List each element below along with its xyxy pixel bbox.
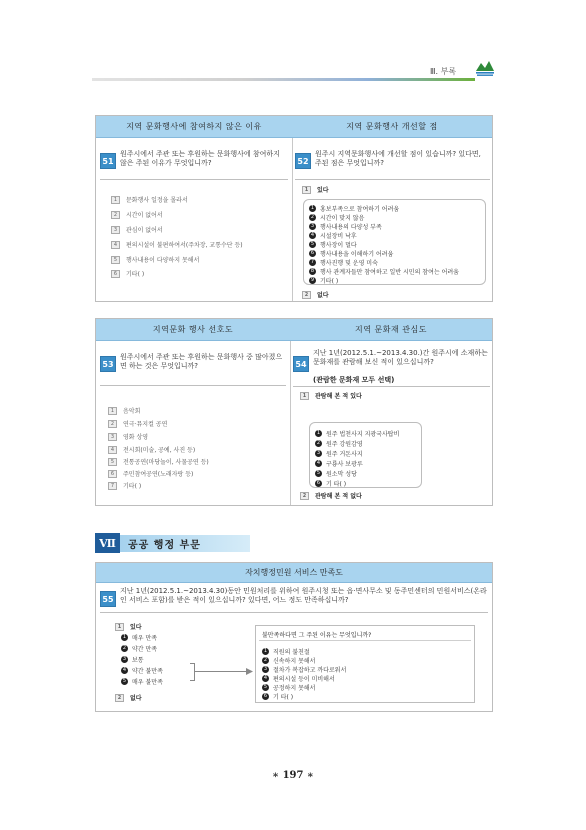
q51-option-4[interactable]: 4 편의시설이 불편하여서(주차장, 교통수단 등) <box>111 240 243 249</box>
q52-sub-option-1[interactable]: 1 홍보부족으로 참여하기 어려움 <box>310 205 400 213</box>
arrow-line <box>194 671 248 672</box>
q53-option-3[interactable]: 3 영화 상영 <box>108 432 148 441</box>
q52-sub-option-3[interactable]: 3 행사내용의 다양성 부족 <box>310 223 382 231</box>
q53-divider <box>100 385 286 386</box>
bracket-bottom <box>190 680 194 681</box>
q51-divider <box>100 179 288 180</box>
q55-followup-title: 불만족하다면 그 주된 이유는 무엇입니까? <box>262 632 372 639</box>
q52-sub-option-5[interactable]: 5 행사장이 멀다 <box>310 241 357 249</box>
q55-number: 55 <box>100 591 116 607</box>
q53-column-title: 지역문화 행사 선호도 <box>96 319 290 341</box>
q55-followup-option-1[interactable]: 1 직원의 불친절 <box>263 648 310 656</box>
q53-option-7[interactable]: 7 기타( ) <box>108 481 141 490</box>
q53-option-6[interactable]: 6 주민참여공연(노래자랑 등) <box>108 469 193 478</box>
q55-sat-option-2[interactable]: 2 약간 만족 <box>122 645 158 653</box>
q52-sub-options-box <box>303 199 486 285</box>
q53-option-5[interactable]: 5 전통공연(마당놀이, 사물공연 등) <box>108 457 209 466</box>
q52-sub-option-7[interactable]: 7 행사진행 및 운영 미숙 <box>310 259 378 267</box>
q55-sat-option-5[interactable]: 5 매우 불만족 <box>122 678 163 686</box>
q51-q52-frame <box>95 115 493 302</box>
q55-followup-option-5[interactable]: 5 공정하지 못해서 <box>263 684 316 692</box>
q54-note: (관람한 문화재 모두 선택) <box>313 376 395 384</box>
q52-sub-option-6[interactable]: 6 행사내용을 이해하기 어려움 <box>310 250 394 258</box>
q51-question: 원주시에서 주관 또는 후원하는 문화행사에 참여하지 않은 주된 이유가 무엇입니까? <box>120 150 280 167</box>
q51-option-3[interactable]: 3 관심이 없어서 <box>111 225 163 234</box>
header-rule <box>92 78 475 81</box>
mountain-logo-icon <box>475 58 495 78</box>
q55-sat-option-4[interactable]: 4 약간 불만족 <box>122 667 163 675</box>
q55-sat-option-3[interactable]: 3 보통 <box>122 656 144 664</box>
q51-column-title: 지역 문화행사에 참여하지 않은 이유 <box>96 116 292 138</box>
q53-number: 53 <box>100 356 116 372</box>
bracket-top <box>190 663 194 664</box>
q55-option-no[interactable]: 2 없다 <box>115 693 142 702</box>
q54-option-no[interactable]: 2 관람해 본 적 없다 <box>300 491 362 500</box>
q51-option-5[interactable]: 5 행사내용이 다양하지 못해서 <box>111 255 199 264</box>
q51-option-6[interactable]: 6 기타( ) <box>111 269 144 278</box>
q54-divider <box>293 386 490 387</box>
bracket-line <box>194 663 195 681</box>
q55-followup-option-3[interactable]: 3 절차가 복잡하고 까다로워서 <box>263 666 347 674</box>
q54-sub-options-box <box>309 422 422 488</box>
q55-sat-option-1[interactable]: 1 매우 만족 <box>122 634 158 642</box>
q52-sub-option-9[interactable]: 9 기타( ) <box>310 277 339 285</box>
q52-question: 원주시 지역문화행사에 개선할 점이 있습니까? 있다면, 주된 점은 무엇입니까? <box>315 150 481 167</box>
q52-option-yes[interactable]: 1 있다 <box>302 185 329 194</box>
q54-sub-option-1[interactable]: 1 원주 법천사지 지광국사탑비 <box>316 430 400 438</box>
q55-box-title: 자치행정민원 서비스 만족도 <box>96 563 492 583</box>
arrow-right-icon <box>246 668 253 675</box>
page-number: ∗ 197 ∗ <box>272 770 314 781</box>
q51-number: 51 <box>100 153 116 169</box>
q55-followup-option-6[interactable]: 6 기 타( ) <box>263 693 294 701</box>
q55-followup-divider <box>259 640 471 641</box>
column-divider <box>290 341 291 505</box>
q55-followup-box <box>255 625 475 703</box>
q53-option-4[interactable]: 4 전시회(미술, 공예, 사진 등) <box>108 445 195 454</box>
q54-sub-option-4[interactable]: 4 구룡사 보광루 <box>316 460 363 468</box>
section-title: 공공 행정 부문 <box>120 535 250 552</box>
q55-option-yes[interactable]: 1 있다 <box>115 622 142 631</box>
q54-sub-option-2[interactable]: 2 원주 강원감영 <box>316 440 363 448</box>
q54-option-yes[interactable]: 1 관람해 본 적 있다 <box>300 391 362 400</box>
q54-sub-option-6[interactable]: 6 기 타( ) <box>316 480 347 488</box>
chapter-label: Ⅲ. 부록 <box>430 67 457 76</box>
q54-sub-option-3[interactable]: 3 원주 거돈사지 <box>316 450 363 458</box>
q52-sub-option-8[interactable]: 8 행사 관계자들만 참여하고 일반 시민의 참여는 어려움 <box>310 268 459 276</box>
q55-question: 지난 1년(2012.5.1.~2013.4.30)동안 민원처리를 위하여 원주시청 또는 읍·면사무소 및 동주민센터의 민원서비스(온라인 서비스 포함)를 받은 적이 있으십니까? 있다면, 어느 정도 만족하십니까? <box>120 587 487 604</box>
q53-option-2[interactable]: 2 연극·뮤지컬 공연 <box>108 419 167 428</box>
q52-divider <box>295 179 490 180</box>
q55-frame <box>95 562 493 712</box>
q55-divider <box>100 612 488 613</box>
q52-column-title: 지역 문화행사 개선할 점 <box>292 116 492 138</box>
q54-question: 지난 1년(2012.5.1.~2013.4.30.)간 원주시에 소재하는 문화재를 관람해 보신 적이 있으십니까? <box>313 349 488 366</box>
q53-option-1[interactable]: 1 음악회 <box>108 406 140 415</box>
q52-number: 52 <box>295 153 311 169</box>
q54-column-title: 지역 문화재 관심도 <box>290 319 492 341</box>
q55-followup-option-4[interactable]: 4 편의시설 등이 미비해서 <box>263 675 335 683</box>
q53-q54-frame <box>95 318 493 506</box>
q53-question: 원주시에서 주관 또는 후원하는 문화행사 중 많아졌으면 하는 것은 무엇입니까? <box>120 353 283 370</box>
q54-sub-option-5[interactable]: 5 원소막 성당 <box>316 470 357 478</box>
q51-option-1[interactable]: 1 문화행사 일정을 몰라서 <box>111 195 188 204</box>
q55-followup-option-2[interactable]: 2 신속하지 못해서 <box>263 657 316 665</box>
q54-number: 54 <box>293 356 309 372</box>
column-divider <box>292 138 293 301</box>
q51-option-2[interactable]: 2 시간이 없어서 <box>111 210 163 219</box>
q52-sub-option-4[interactable]: 4 시설장비 낙후 <box>310 232 357 240</box>
q52-sub-option-2[interactable]: 2 시간이 맞지 않음 <box>310 214 365 222</box>
section-numeral: Ⅶ <box>95 533 120 553</box>
q52-option-no[interactable]: 2 없다 <box>302 290 329 299</box>
